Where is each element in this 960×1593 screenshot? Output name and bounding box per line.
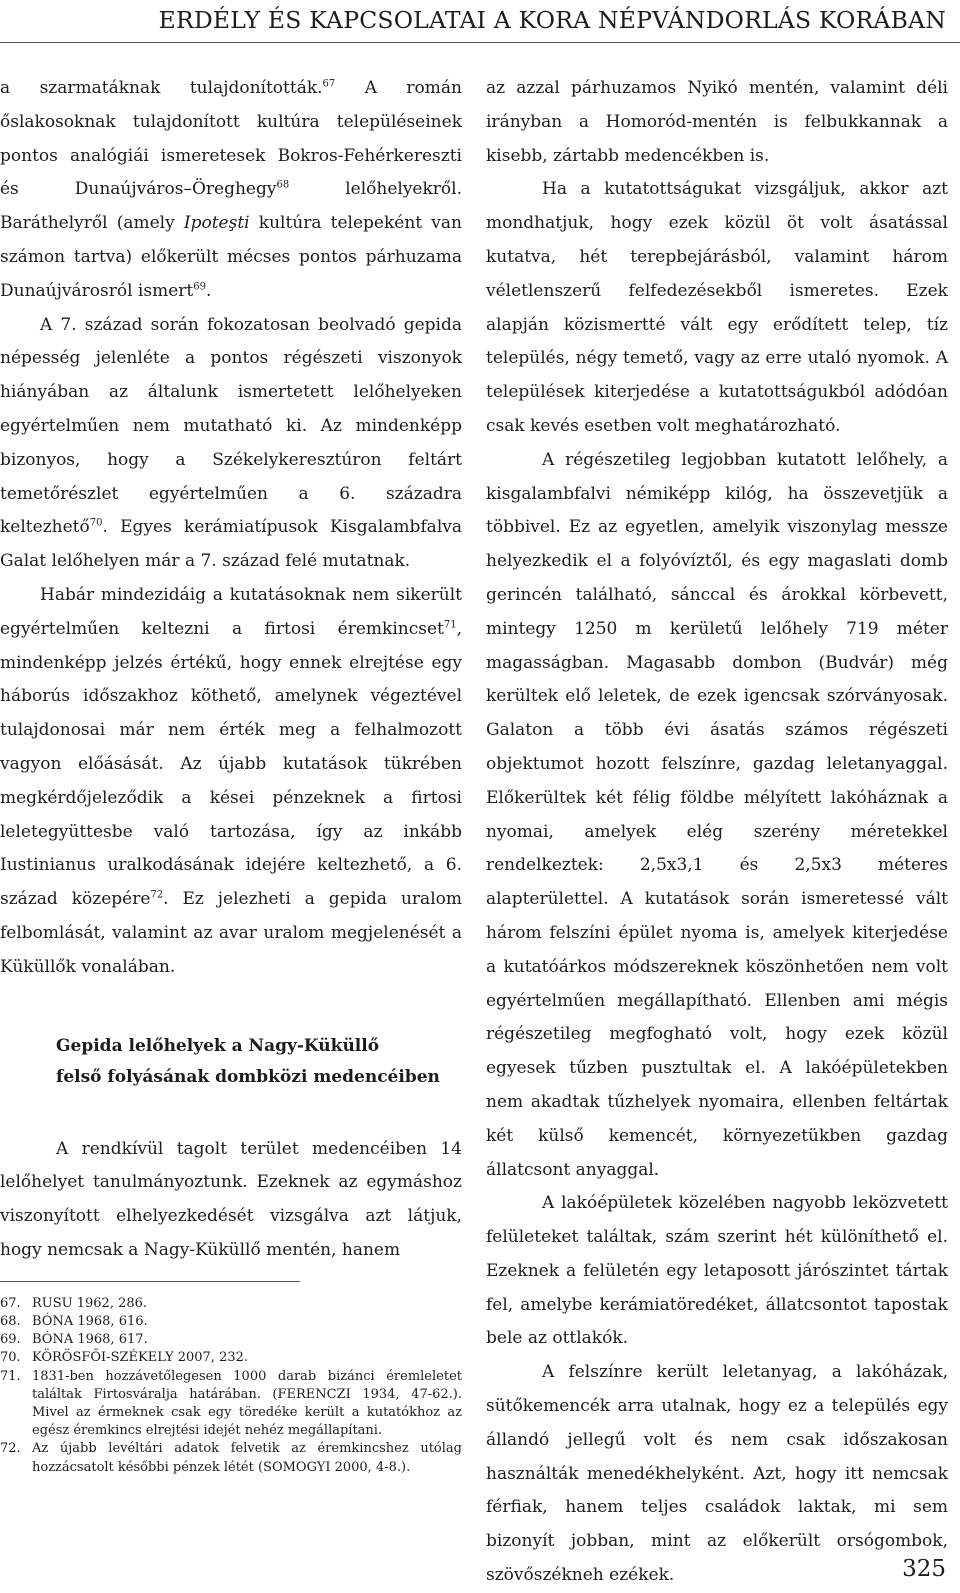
footnotes bbox=[0, 1295, 462, 1477]
paragraph: az azzal párhuzamos Nyikó mentén, valamint déli irányban a Homoród-mentén is felbukkannak a kisebb, zártabb medencékben is. bbox=[486, 78, 948, 166]
paragraph: Habár mindezidáig a kutatásoknak nem sikerült egyértelműen keltezni a firtosi éremkincset$^{71}$, mindenképp jelzés értékű, hogy ennek elrejtése egy háborús időszakhoz köthető, amelynek végeztével tulajdonosai már nem érték meg a felhalmozott vagyon előásását. Az újabb kutatások tükrében megkérdőjeleződik a kései pénzeknek a firtosi leletegyüttesbe való tartozása, így az inkább Iustinianus uralkodásának idejére keltezhető, a 6. század közepére$^{72}$. Ez jelezheti a gepida uralom felbomlását, valamint az avar uralom megjelenését a Küküllők vonalában. bbox=[0, 584, 462, 977]
right-column bbox=[486, 72, 948, 1593]
paragraph: Ha a kutatottságukat vizsgáljuk, akkor azt mondhatjuk, hogy ezek közül öt volt ásatással kutatva, hét terepbejárásból, valamint három véletlenszerű felfedezésekből ismeretes. Ezek alapján közismertté vált egy erődített telep, tíz település, négy temető, vagy az erre utaló nyomok. A települések kiterjedése a kutatottságukból adódóan csak kevés esetben volt meghatározható. bbox=[486, 179, 948, 436]
running-head bbox=[0, 6, 960, 46]
left-column bbox=[0, 72, 462, 1477]
section-heading-line: felső folyásának dombközi medencéiben bbox=[56, 1066, 440, 1087]
footnote: 69. BÓNA 1968, 617. bbox=[0, 1332, 148, 1348]
paragraph: a szarmatáknak tulajdonították.$^{67}$ A román őslakosoknak tulajdonított kultúra településeinek pontos analógiái ismeretesek Bokros-Fehérkereszti és Dunaújváros–Öreghegy$^{68}$ lelőhelyekről. Baráthelyről (amely Ipoteşti kultúra telepeként van számon tartva) előkerült mécses pontos párhuzama Dunaújvárosról ismert$^{69}$. bbox=[0, 78, 462, 301]
footnote: 70. KÖRÖSFŐI-SZÉKELY 2007, 232. bbox=[0, 1350, 249, 1366]
paragraph: A lakóépületek közelében nagyobb leközvetett felületeket találtak, szám szerint hét különíthető el. Ezeknek a felületén egy letaposott járószintet tártak fel, amelybe kerámiatöredéket, állatcsontot tapostak bele az ottlakók. bbox=[486, 1193, 948, 1349]
paragraph: A 7. század során fokozatosan beolvadó gepida népesség jelenléte a pontos régészeti viszonyok hiányában az általunk ismertetett lelőhelyeken egyértelműen nem mutatható ki. Az mindenképp bizonyos, hogy a Székelykeresztúron feltárt temetőrészlet egyértelműen a 6. századra keltezhető$^{70}$. Egyes kerámiatípusok Kisgalambfalva Galat lelőhelyen már a 7. század felé mutatnak. bbox=[0, 314, 462, 572]
paragraph: A rendkívül tagolt terület medencéiben 14 lelőhelyet tanulmányoztunk. Ezeknek az egymáshoz viszonyított elhelyezkedését vizsgálva azt látjuk, hogy nemcsak a Nagy-Küküllő mentén, hanem bbox=[0, 1138, 462, 1260]
footnote-ref[interactable]: 67 bbox=[322, 78, 336, 90]
paragraph: A felszínre került leletanyag, a lakóházak, sütőkemencék arra utalnak, hogy ez a település egy állandó jellegű volt és nem csak időszakosan használták menedékhelyként. Azt, hogy itt nemcsak férfiak, hanem teljes családok laktak, mi sem bizonyít jobban, mint az előkerült orsógombok, szövőszékneh ezékek. bbox=[486, 1362, 948, 1586]
footnote: 68. BÓNA 1968, 616. bbox=[0, 1313, 148, 1329]
footnote: 72. Az újabb levéltári adatok felvetik az éremkincshez utólag hozzácsatolt későbbi pénzek létét (SOMOGYI 2000, 4-8.). bbox=[0, 1441, 462, 1475]
page-number: 325 bbox=[902, 1556, 946, 1582]
footnote: 67. RUSU 1962, 286. bbox=[0, 1295, 148, 1311]
running-head-title: ERDÉLY ÉS KAPCSOLATAI A KORA NÉPVÁNDORLÁS KORÁBAN bbox=[158, 6, 946, 34]
footnote-ref[interactable]: 70 bbox=[89, 517, 103, 529]
footnote: 71. 1831-ben hozzávetőlegesen 1000 darab bizánci éremleletet találtak Firtosváralja határában. (FERENCZI 1934, 47-62.). Mivel az érmeknek csak egy töredéke került a kutatókhoz az egész éremkincs elrejtési idejét nehéz megállapítani. bbox=[0, 1368, 462, 1439]
section-heading-line: Gepida lelőhelyek a Nagy-Küküllő bbox=[56, 1035, 380, 1056]
footnote-ref[interactable]: 69 bbox=[193, 281, 206, 293]
paragraph: A régészetileg legjobban kutatott lelőhely, a kisgalambfalvi némiképp kilóg, ha összevetjük a többivel. Ez az egyetlen, amelyik viszonylag messze helyezkedik el a folyóvíztől, és egy magaslati domb gerincén található, sánccal és árokkal körbevett, mintegy 1250 m kerületű lelőhely 719 méter magasságban. Magasabb dombon (Budvár) még kerültek elő leletek, de ezek igencsak szórványosak. Galaton a több évi ásatás számos régészeti objektumot hozott felszínre, gazdag leletanyaggal. Előkerültek két félig földbe mélyített lakóháznak a nyomai, amelyek elég szerény méretekkel rendelkeztek: 2,5x3,1 és 2,5x3 méteres alapterülettel. A kutatások során ismeretessé vált három felszíni épület nyoma is, amelyek kiterjedése a kutatóárkos módszereknek köszönhetően nem volt egyértelműen megállapítható. Ellenben ami mégis régészetileg megfogható volt, hogy ezek közül egyesek tűzben pusztultak el. A lakóépületekben nem akadtak tűzhelyek nyomaira, ellenben feltártak két külső kemencét, környezetükben gazdag állatcsont anyaggal. bbox=[486, 449, 948, 1180]
footnote-divider bbox=[0, 1281, 300, 1282]
footnote-ref[interactable]: 71 bbox=[443, 619, 457, 631]
section-heading bbox=[56, 1031, 462, 1093]
footnote-ref[interactable]: 72 bbox=[150, 889, 164, 901]
footnote-ref[interactable]: 68 bbox=[276, 179, 290, 191]
header-rule bbox=[0, 42, 960, 43]
